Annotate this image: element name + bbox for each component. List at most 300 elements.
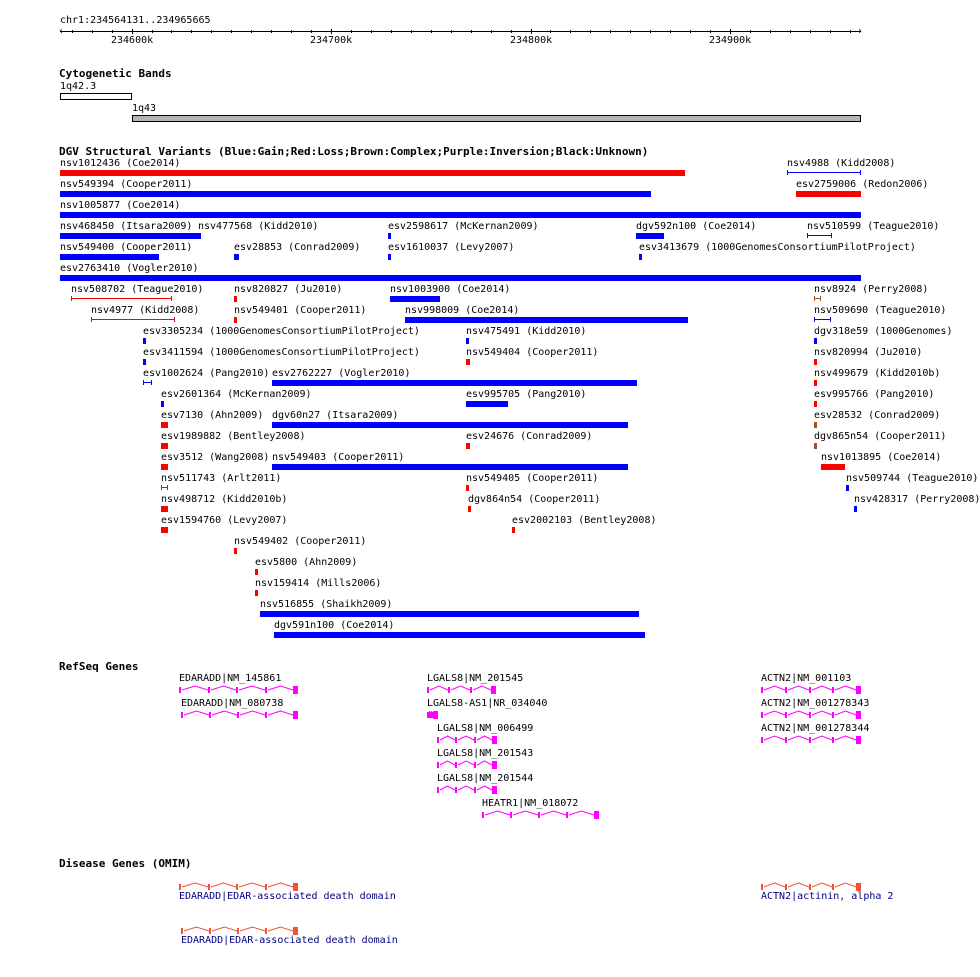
intron-line	[182, 883, 208, 887]
dgv-variant-label: esv995766 (Pang2010)	[814, 389, 935, 400]
refseq-gene-model[interactable]	[427, 710, 440, 720]
intron-line	[440, 736, 455, 740]
exon-block	[437, 787, 439, 793]
dgv-variant-bar[interactable]	[796, 191, 861, 197]
omim-gene-model[interactable]	[179, 882, 301, 892]
exon-block	[181, 712, 183, 718]
omim-gene-label: ACTN2|actinin, alpha 2	[761, 891, 894, 902]
dgv-variant-bar[interactable]	[198, 233, 201, 239]
ruler-tick	[191, 30, 192, 33]
ruler-tick	[650, 30, 651, 33]
ruler-tick	[850, 30, 851, 33]
dgv-variant-label: esv1594760 (Levy2007)	[161, 515, 288, 526]
dgv-variant-label: nsv549400 (Cooper2011)	[60, 242, 193, 253]
dgv-variant-label: dgv591n100 (Coe2014)	[274, 620, 395, 631]
exon-block	[761, 884, 763, 890]
intron-line	[240, 711, 265, 715]
ruler-right-arrow: ›	[857, 26, 864, 37]
intron-line	[182, 686, 208, 690]
dgv-variant-label: esv995705 (Pang2010)	[466, 389, 587, 400]
dgv-variant-bar[interactable]	[466, 485, 469, 491]
intron-line	[184, 927, 209, 931]
intron-line	[440, 761, 455, 765]
ruler-tick	[830, 30, 831, 33]
dgv-variant-label: nsv549403 (Cooper2011)	[272, 452, 405, 463]
dgv-variant-bar[interactable]	[161, 506, 168, 512]
dgv-variant-label: esv5800 (Ahn2009)	[255, 557, 358, 568]
ruler-tick	[810, 30, 811, 33]
ruler-tick	[391, 30, 392, 33]
dgv-variant-bar[interactable]	[466, 443, 470, 449]
dgv-variant-label: nsv998009 (Coe2014)	[405, 305, 520, 316]
dgv-variant-label: dgv592n100 (Coe2014)	[636, 221, 757, 232]
ruler-tick	[770, 30, 771, 33]
dgv-variant-label: nsv4977 (Kidd2008)	[91, 305, 200, 316]
refseq-gene-label: LGALS8-AS1|NR_034040	[427, 698, 548, 709]
exon-block	[427, 712, 429, 718]
dgv-variant-line[interactable]	[91, 319, 175, 320]
ruler-tick	[590, 30, 591, 33]
exon-block	[448, 687, 450, 693]
intron-line	[788, 883, 809, 887]
omim-gene-model[interactable]	[181, 926, 301, 936]
exon-block	[265, 884, 267, 890]
intron-line	[764, 883, 785, 887]
dgv-variant-bar[interactable]	[854, 506, 857, 512]
dgv-variant-bar[interactable]	[255, 590, 258, 596]
dgv-variant-bar[interactable]	[814, 380, 817, 386]
dgv-variant-label: esv2598617 (McKernan2009)	[388, 221, 539, 232]
ruler-tick	[531, 29, 532, 34]
exon-block	[209, 928, 211, 934]
exon-block	[470, 687, 472, 693]
exon-block	[455, 762, 457, 768]
dgv-variant-bar[interactable]	[143, 359, 146, 365]
dgv-variant-bar[interactable]	[272, 380, 638, 386]
exon-block	[236, 884, 238, 890]
dgv-variant-label: esv2763410 (Vogler2010)	[60, 263, 199, 274]
dgv-variant-label: dgv865n54 (Cooper2011)	[814, 431, 947, 442]
intron-line	[268, 711, 293, 715]
exon-block	[492, 786, 497, 794]
refseq-gene-label: LGALS8|NM_201544	[437, 773, 534, 784]
ruler-tick	[331, 29, 332, 34]
intron-line	[477, 736, 492, 740]
dgv-variant-label: nsv509690 (Teague2010)	[814, 305, 947, 316]
dgv-variant-endcap	[167, 485, 168, 490]
dgv-variant-label: nsv511743 (Arlt2011)	[161, 473, 282, 484]
exon-block	[809, 712, 811, 718]
exon-block	[429, 712, 431, 718]
dgv-variant-bar[interactable]	[388, 233, 391, 239]
exon-block	[265, 712, 267, 718]
exon-block	[293, 711, 298, 719]
refseq-gene-model[interactable]	[437, 760, 500, 770]
exon-block	[265, 928, 267, 934]
exon-block	[809, 884, 811, 890]
intron-line	[268, 927, 293, 931]
refseq-gene-label: ACTN2|NM_001278344	[761, 723, 870, 734]
intron-line	[268, 883, 293, 887]
ruler-left-arrow: ‹	[58, 26, 65, 37]
exon-block	[265, 687, 267, 693]
dgv-variant-bar[interactable]	[60, 212, 861, 218]
dgv-variant-bar[interactable]	[260, 611, 640, 617]
dgv-variant-bar[interactable]	[512, 527, 515, 533]
dgv-variant-endcap	[830, 317, 831, 322]
exon-block	[785, 884, 787, 890]
dgv-variant-bar[interactable]	[468, 506, 471, 512]
dgv-variant-label: nsv549405 (Cooper2011)	[466, 473, 599, 484]
ruler-tick-label: 234900k	[709, 35, 752, 46]
exon-block	[832, 737, 834, 743]
dgv-variant-label: esv3305234 (1000GenomesConsortiumPilotProject)	[143, 326, 420, 337]
dgv-variant-bar[interactable]	[405, 317, 688, 323]
dgv-variant-label: nsv549402 (Cooper2011)	[234, 536, 367, 547]
dgv-variant-endcap	[151, 380, 152, 385]
exon-block	[832, 712, 834, 718]
dgv-variant-bar[interactable]	[143, 338, 146, 344]
intron-line	[458, 736, 474, 740]
ruler-tick	[431, 30, 432, 33]
exon-block	[856, 686, 861, 694]
dgv-variant-label: nsv510599 (Teague2010)	[807, 221, 940, 232]
refseq-gene-label: EDARADD|NM_080738	[181, 698, 284, 709]
exon-block	[293, 927, 298, 935]
exon-block	[809, 737, 811, 743]
exon-block	[492, 736, 497, 744]
ruler-tick	[790, 30, 791, 33]
dgv-variant-endcap	[814, 296, 815, 301]
exon-block	[293, 686, 298, 694]
exon-block	[538, 812, 540, 818]
region-label: chr1:234564131..234965665	[60, 15, 211, 26]
intron-line	[812, 711, 832, 715]
cytoband-bar[interactable]	[132, 115, 861, 122]
exon-block	[594, 811, 599, 819]
dgv-variant-line[interactable]	[814, 319, 831, 320]
dgv-variant-label: nsv820827 (Ju2010)	[234, 284, 343, 295]
dgv-variant-label: nsv1003900 (Coe2014)	[390, 284, 511, 295]
ruler-tick	[291, 30, 292, 33]
exon-block	[761, 712, 763, 718]
refseq-gene-model[interactable]	[761, 685, 864, 695]
dgv-variant-line[interactable]	[787, 172, 861, 173]
intron-line	[212, 927, 237, 931]
refseq-gene-model[interactable]	[181, 710, 301, 720]
dgv-variant-label: esv3413679 (1000GenomesConsortiumPilotProject)	[639, 242, 916, 253]
dgv-variant-bar[interactable]	[161, 401, 164, 407]
ruler-tick-label: 234800k	[510, 35, 553, 46]
dgv-variant-label: nsv508702 (Teague2010)	[71, 284, 204, 295]
dgv-variant-label: nsv428317 (Perry2008)	[854, 494, 980, 505]
cytoband-track-title: Cytogenetic Bands	[59, 67, 172, 80]
exon-block	[455, 737, 457, 743]
dgv-variant-label: nsv516855 (Shaikh2009)	[260, 599, 393, 610]
dgv-variant-bar[interactable]	[60, 275, 861, 281]
dgv-variant-bar[interactable]	[814, 443, 817, 449]
intron-line	[788, 736, 809, 740]
ruler-tick	[311, 30, 312, 33]
refseq-gene-label: ACTN2|NM_001278343	[761, 698, 870, 709]
dgv-variant-label: nsv509744 (Teague2010)	[846, 473, 979, 484]
dgv-variant-bar[interactable]	[161, 527, 168, 533]
dgv-variant-bar[interactable]	[234, 296, 237, 302]
refseq-gene-label: LGALS8|NM_006499	[437, 723, 534, 734]
intron-line	[211, 686, 236, 690]
dgv-variant-endcap	[820, 296, 821, 301]
dgv-variant-line[interactable]	[807, 235, 832, 236]
exon-block	[785, 712, 787, 718]
exon-block	[237, 928, 239, 934]
dgv-variant-line[interactable]	[71, 298, 173, 299]
dgv-variant-bar[interactable]	[814, 422, 817, 428]
dgv-variant-endcap	[807, 233, 808, 238]
intron-line	[477, 761, 492, 765]
refseq-gene-label: LGALS8|NM_201545	[427, 673, 524, 684]
dgv-variant-endcap	[787, 170, 788, 175]
dgv-variant-label: esv2762227 (Vogler2010)	[272, 368, 411, 379]
cytoband-bar[interactable]	[60, 93, 132, 100]
exon-block	[455, 787, 457, 793]
dgv-variant-label: nsv820994 (Ju2010)	[814, 347, 923, 358]
intron-line	[764, 736, 785, 740]
ruler-tick	[112, 30, 113, 33]
dgv-variant-bar[interactable]	[161, 443, 168, 449]
ruler-tick	[351, 30, 352, 33]
dgv-variant-label: nsv549404 (Cooper2011)	[466, 347, 599, 358]
dgv-variant-bar[interactable]	[272, 422, 629, 428]
dgv-variant-label: esv3512 (Wang2008)	[161, 452, 270, 463]
dgv-variant-bar[interactable]	[234, 317, 237, 323]
exon-block	[510, 812, 512, 818]
refseq-gene-model[interactable]	[482, 810, 602, 820]
dgv-variant-bar[interactable]	[161, 422, 168, 428]
dgv-variant-label: nsv4988 (Kidd2008)	[787, 158, 896, 169]
ruler-tick	[471, 30, 472, 33]
exon-block	[809, 687, 811, 693]
dgv-variant-label: nsv549401 (Cooper2011)	[234, 305, 367, 316]
exon-block	[237, 712, 239, 718]
dgv-variant-bar[interactable]	[636, 233, 664, 239]
exon-block	[482, 812, 484, 818]
intron-line	[513, 811, 538, 815]
dgv-variant-bar[interactable]	[814, 401, 817, 407]
refseq-track-title: RefSeq Genes	[59, 660, 139, 673]
dgv-variant-label: nsv1005877 (Coe2014)	[60, 200, 181, 211]
ruler-tick	[171, 30, 172, 33]
dgv-variant-label: dgv864n54 (Cooper2011)	[468, 494, 601, 505]
exon-block	[785, 687, 787, 693]
exon-block	[179, 687, 181, 693]
ruler-tick	[371, 30, 372, 33]
intron-line	[812, 883, 832, 887]
dgv-variant-label: nsv1013895 (Coe2014)	[821, 452, 942, 463]
exon-block	[856, 883, 861, 891]
dgv-variant-endcap	[161, 485, 162, 490]
exon-block	[566, 812, 568, 818]
exon-block	[208, 884, 210, 890]
dgv-variant-label: esv1610037 (Levy2007)	[388, 242, 515, 253]
intron-line	[268, 686, 293, 690]
intron-line	[458, 786, 474, 790]
omim-gene-label: EDARADD|EDAR-associated death domain	[179, 891, 396, 902]
exon-block	[492, 761, 497, 769]
intron-line	[473, 686, 491, 690]
intron-line	[485, 811, 510, 815]
ruler-tick	[630, 30, 631, 33]
dgv-variant-label: nsv549394 (Cooper2011)	[60, 179, 193, 190]
intron-line	[788, 711, 809, 715]
dgv-variant-endcap	[71, 296, 72, 301]
dgv-variant-bar[interactable]	[234, 548, 237, 554]
refseq-gene-model[interactable]	[761, 735, 864, 745]
refseq-gene-model[interactable]	[437, 785, 500, 795]
intron-line	[812, 736, 832, 740]
dgv-variant-bar[interactable]	[161, 464, 168, 470]
exon-block	[491, 686, 496, 694]
ruler-tick	[451, 30, 452, 33]
omim-track-title: Disease Genes (OMIM)	[59, 857, 192, 870]
ruler-tick	[92, 30, 93, 33]
exon-block	[856, 736, 861, 744]
exon-block	[208, 687, 210, 693]
intron-line	[835, 711, 856, 715]
exon-block	[437, 737, 439, 743]
dgv-variant-bar[interactable]	[388, 254, 391, 260]
refseq-gene-model[interactable]	[427, 685, 499, 695]
dgv-variant-label: nsv468450 (Itsara2009)	[60, 221, 193, 232]
exon-block	[431, 712, 433, 718]
ruler-tick	[72, 30, 73, 33]
refseq-gene-label: EDARADD|NM_145861	[179, 673, 282, 684]
ruler-tick	[271, 30, 272, 33]
dgv-variant-bar[interactable]	[272, 464, 629, 470]
exon-block	[293, 883, 298, 891]
dgv-variant-bar[interactable]	[255, 569, 258, 575]
dgv-variant-label: nsv159414 (Mills2006)	[255, 578, 382, 589]
dgv-variant-bar[interactable]	[466, 359, 470, 365]
exon-block	[474, 762, 476, 768]
dgv-variant-bar[interactable]	[639, 254, 642, 260]
refseq-gene-label: LGALS8|NM_201543	[437, 748, 534, 759]
intron-line	[788, 686, 809, 690]
dgv-variant-bar[interactable]	[390, 296, 440, 302]
exon-block	[474, 737, 476, 743]
omim-gene-model[interactable]	[761, 882, 864, 892]
dgv-variant-bar[interactable]	[234, 254, 239, 260]
intron-line	[239, 883, 265, 887]
dgv-variant-label: nsv498712 (Kidd2010b)	[161, 494, 288, 505]
intron-line	[764, 686, 785, 690]
ruler-tick	[610, 30, 611, 33]
intron-line	[239, 686, 265, 690]
dgv-variant-label: esv24676 (Conrad2009)	[466, 431, 593, 442]
intron-line	[835, 883, 856, 887]
dgv-variant-bar[interactable]	[60, 233, 198, 239]
dgv-variant-label: nsv1012436 (Coe2014)	[60, 158, 181, 169]
omim-gene-label: EDARADD|EDAR-associated death domain	[181, 935, 398, 946]
ruler-tick	[730, 29, 731, 34]
cytoband-label: 1q42.3	[60, 81, 97, 92]
dgv-variant-label: nsv8924 (Perry2008)	[814, 284, 929, 295]
ruler-tick	[152, 30, 153, 33]
intron-line	[451, 686, 470, 690]
intron-line	[430, 686, 448, 690]
intron-line	[569, 811, 594, 815]
exon-block	[474, 787, 476, 793]
dgv-variant-bar[interactable]	[466, 338, 469, 344]
dgv-variant-bar[interactable]	[60, 170, 685, 176]
dgv-variant-endcap	[831, 233, 832, 238]
exon-block	[761, 737, 763, 743]
ruler-tick	[132, 29, 133, 34]
dgv-variant-endcap	[860, 170, 861, 175]
ruler-tick	[710, 30, 711, 33]
dgv-variant-bar[interactable]	[466, 401, 507, 407]
ruler-tick	[231, 30, 232, 33]
exon-block	[856, 711, 861, 719]
dgv-variant-label: dgv318e59 (1000Genomes)	[814, 326, 953, 337]
dgv-variant-bar[interactable]	[60, 191, 651, 197]
ruler-tick-label: 234600k	[111, 35, 154, 46]
intron-line	[184, 711, 209, 715]
cytoband-label: 1q43	[132, 103, 157, 114]
dgv-variant-bar[interactable]	[814, 338, 817, 344]
dgv-variant-label: dgv60n27 (Itsara2009)	[272, 410, 399, 421]
exon-block	[209, 712, 211, 718]
dgv-variant-endcap	[814, 317, 815, 322]
dgv-variant-bar[interactable]	[274, 632, 646, 638]
exon-block	[236, 687, 238, 693]
dgv-variant-endcap	[171, 296, 172, 301]
intron-line	[812, 686, 832, 690]
intron-line	[240, 927, 265, 931]
dgv-variant-bar[interactable]	[814, 359, 817, 365]
exon-block	[433, 711, 438, 719]
dgv-variant-label: esv7130 (Ahn2009)	[161, 410, 264, 421]
ruler-axis-line	[60, 31, 861, 32]
ruler-tick	[690, 30, 691, 33]
dgv-variant-label: esv2759006 (Redon2006)	[796, 179, 929, 190]
ruler-tick	[750, 30, 751, 33]
intron-line	[835, 736, 856, 740]
exon-block	[832, 687, 834, 693]
ruler-tick	[411, 30, 412, 33]
ruler-tick	[570, 30, 571, 33]
refseq-gene-model[interactable]	[179, 685, 301, 695]
exon-block	[181, 928, 183, 934]
dgv-variant-label: esv28532 (Conrad2009)	[814, 410, 941, 421]
intron-line	[212, 711, 237, 715]
refseq-gene-model[interactable]	[437, 735, 500, 745]
ruler-tick	[670, 30, 671, 33]
ruler-tick	[511, 30, 512, 33]
dgv-variant-label: esv3411594 (1000GenomesConsortiumPilotProject)	[143, 347, 420, 358]
dgv-variant-bar[interactable]	[60, 254, 159, 260]
intron-line	[477, 786, 492, 790]
exon-block	[761, 687, 763, 693]
dgv-variant-label: nsv475491 (Kidd2010)	[466, 326, 587, 337]
exon-block	[179, 884, 181, 890]
dgv-variant-bar[interactable]	[821, 464, 845, 470]
dgv-variant-bar[interactable]	[846, 485, 849, 491]
exon-block	[437, 762, 439, 768]
dgv-track-title: DGV Structural Variants (Blue:Gain;Red:Loss;Brown:Complex;Purple:Inversion;Black:Unknown)	[59, 145, 649, 158]
ruler-tick	[491, 30, 492, 33]
dgv-variant-label: esv1989882 (Bentley2008)	[161, 431, 306, 442]
refseq-gene-model[interactable]	[761, 710, 864, 720]
